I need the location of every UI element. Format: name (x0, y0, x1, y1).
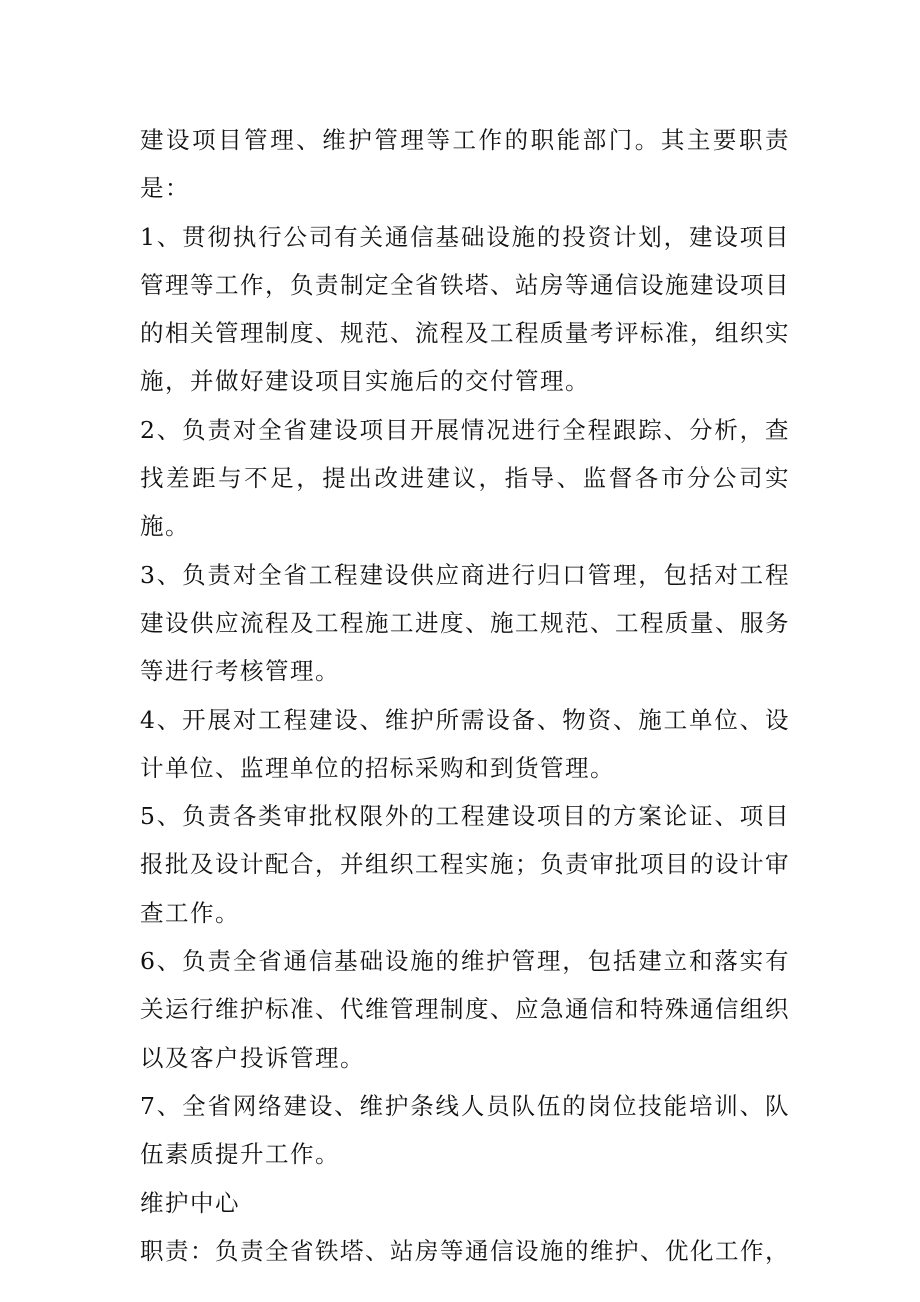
paragraph-duty-4: 4、开展对工程建设、维护所需设备、物资、施工单位、设计单位、监理单位的招标采购和到货管理。 (140, 705, 790, 782)
paragraph-duty-1: 1、贯彻执行公司有关通信基础设施的投资计划，建设项目管理等工作，负责制定全省铁塔、站房等通信设施建设项目的相关管理制度、规范、流程及工程质量考评标准，组织实施，并做好建设项目实施后的交付管理。 (140, 222, 790, 396)
paragraph-maintenance-duty: 职责：负责全省铁塔、站房等通信设施的维护、优化工作， (140, 1236, 790, 1265)
paragraph-duty-5: 5、负责各类审批权限外的工程建设项目的方案论证、项目报批及设计配合，并组织工程实施；负责审批项目的设计审查工作。 (140, 802, 790, 927)
paragraph-duty-3: 3、负责对全省工程建设供应商进行归口管理，包括对工程建设供应流程及工程施工进度、施工规范、工程质量、服务等进行考核管理。 (140, 560, 790, 686)
document-body (140, 116, 790, 1275)
section-heading-maintenance-center: 维护中心 (140, 1188, 240, 1217)
paragraph-duty-6: 6、负责全省通信基础设施的维护管理，包括建立和落实有关运行维护标准、代维管理制度、应急通信和特殊通信组织以及客户投诉管理。 (140, 947, 790, 1072)
paragraph-duty-7: 7、全省网络建设、维护条线人员队伍的岗位技能培训、队伍素质提升工作。 (140, 1091, 790, 1169)
paragraph-duty-2: 2、负责对全省建设项目开展情况进行全程跟踪、分析，查找差距与不足，提出改进建议，指导、监督各市分公司实施。 (140, 415, 790, 541)
paragraph-intro: 建设项目管理、维护管理等工作的职能部门。其主要职责是： (140, 126, 790, 203)
